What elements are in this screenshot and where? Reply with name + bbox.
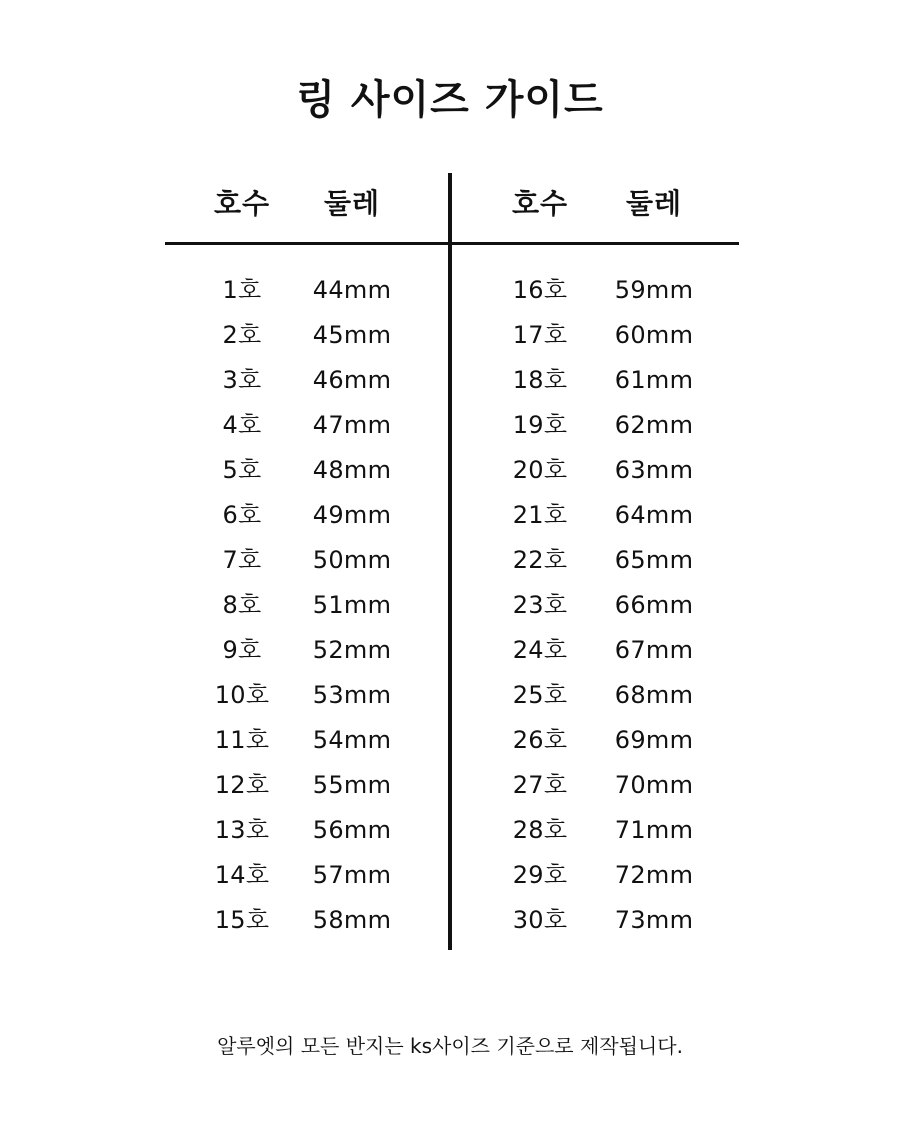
size-cell: 14호 (214, 861, 270, 889)
left-circumference-list (292, 268, 412, 943)
circumference-cell: 73mm (614, 906, 694, 934)
left-size-list (192, 268, 292, 943)
circumference-cell: 44mm (312, 276, 392, 304)
circumference-cell: 72mm (614, 861, 694, 889)
size-header: 호수 (213, 187, 271, 220)
size-cell: 24호 (512, 636, 568, 664)
circumference-cell: 48mm (312, 456, 392, 484)
circumference-cell: 45mm (312, 321, 392, 349)
size-cell: 7호 (222, 546, 262, 574)
size-cell: 22호 (512, 546, 568, 574)
circumference-cell: 56mm (312, 816, 392, 844)
size-cell: 1호 (222, 276, 262, 304)
size-cell: 21호 (512, 501, 568, 529)
size-cell: 4호 (222, 411, 262, 439)
size-cell: 30호 (512, 906, 568, 934)
size-cell: 19호 (512, 411, 568, 439)
circumference-cell: 70mm (614, 771, 694, 799)
circumference-cell: 54mm (312, 726, 392, 754)
circumference-cell: 57mm (312, 861, 392, 889)
circumference-cell: 50mm (312, 546, 392, 574)
circumference-cell: 59mm (614, 276, 694, 304)
size-cell: 16호 (512, 276, 568, 304)
circumference-header: 둘레 (323, 187, 381, 220)
circumference-cell: 53mm (312, 681, 392, 709)
circumference-cell: 71mm (614, 816, 694, 844)
size-header: 호수 (511, 187, 569, 220)
circumference-cell: 67mm (614, 636, 694, 664)
size-cell: 18호 (512, 366, 568, 394)
circumference-cell: 68mm (614, 681, 694, 709)
column-divider (448, 173, 452, 950)
circumference-cell: 52mm (312, 636, 392, 664)
footnote: 알루엣의 모든 반지는 ks사이즈 기준으로 제작됩니다. (217, 1034, 683, 1058)
size-cell: 6호 (222, 501, 262, 529)
right-circumference-list (594, 268, 714, 943)
circumference-cell: 65mm (614, 546, 694, 574)
right-size-list (490, 268, 590, 943)
circumference-cell: 51mm (312, 591, 392, 619)
circumference-cell: 55mm (312, 771, 392, 799)
size-cell: 12호 (214, 771, 270, 799)
size-cell: 8호 (222, 591, 262, 619)
size-cell: 5호 (222, 456, 262, 484)
size-cell: 26호 (512, 726, 568, 754)
size-cell: 17호 (512, 321, 568, 349)
circumference-cell: 69mm (614, 726, 694, 754)
size-cell: 28호 (512, 816, 568, 844)
size-cell: 10호 (214, 681, 270, 709)
circumference-cell: 46mm (312, 366, 392, 394)
size-cell: 11호 (214, 726, 270, 754)
circumference-cell: 62mm (614, 411, 694, 439)
circumference-cell: 66mm (614, 591, 694, 619)
circumference-cell: 47mm (312, 411, 392, 439)
circumference-cell: 61mm (614, 366, 694, 394)
header-rule (165, 242, 739, 245)
size-cell: 29호 (512, 861, 568, 889)
circumference-cell: 63mm (614, 456, 694, 484)
size-cell: 2호 (222, 321, 262, 349)
size-cell: 20호 (512, 456, 568, 484)
circumference-cell: 64mm (614, 501, 694, 529)
page-title: 링 사이즈 가이드 (296, 77, 604, 123)
circumference-cell: 49mm (312, 501, 392, 529)
size-cell: 27호 (512, 771, 568, 799)
size-cell: 3호 (222, 366, 262, 394)
size-cell: 9호 (222, 636, 262, 664)
size-cell: 15호 (214, 906, 270, 934)
circumference-header: 둘레 (625, 187, 683, 220)
circumference-cell: 60mm (614, 321, 694, 349)
size-cell: 23호 (512, 591, 568, 619)
size-cell: 25호 (512, 681, 568, 709)
circumference-cell: 58mm (312, 906, 392, 934)
size-cell: 13호 (214, 816, 270, 844)
